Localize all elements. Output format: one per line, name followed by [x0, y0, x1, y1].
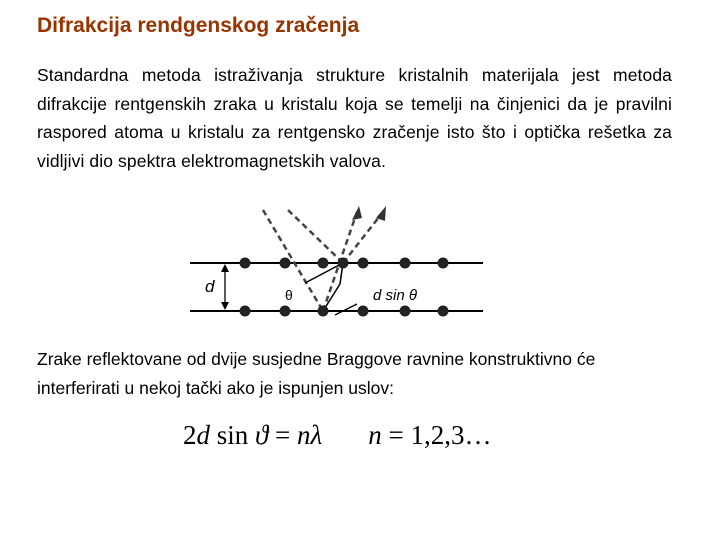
bragg-law-formula: [183, 420, 491, 451]
formula-lambda: λ: [310, 420, 323, 450]
formula-theta: ϑ: [255, 420, 269, 450]
label-d: d: [205, 277, 215, 296]
arrowhead-2: [376, 206, 386, 221]
formula-n: n: [297, 420, 311, 450]
slide-title: Difrakcija rendgenskog zračenja: [37, 14, 360, 37]
formula-n-index: n: [368, 420, 382, 450]
formula-d: d: [196, 420, 210, 450]
label-theta: θ: [285, 287, 293, 303]
formula-n-values: 1,2,3…: [410, 420, 492, 450]
incident-ray-1: [263, 210, 323, 311]
bragg-diffraction-diagram: [185, 200, 495, 330]
incident-ray-2: [288, 210, 343, 263]
formula-equals-2: =: [381, 420, 411, 450]
condition-paragraph: Zrake reflektovane od dvije susjedne Braggove ravnine konstruktivno će interferirati u nekoj tački ako je ispunjen uslov:: [37, 349, 596, 398]
formula-sin: sin: [210, 420, 256, 450]
intro-paragraph: Standardna metoda istraživanja strukture kristalnih materijala jest metoda difrakcije rentgenskih zraka u kristalu koja se temelji na činjenici da je pravilni raspored atoma u kristalu za rentgensko zračenje isto što i optička rešetka za vidljivi dio spektra elektromagnetskih valova.: [37, 65, 672, 171]
reflected-ray-2: [343, 212, 383, 263]
formula-coefficient: 2: [183, 420, 197, 450]
arrowhead-1: [352, 206, 362, 220]
label-d-sin-theta: d sin θ: [373, 287, 417, 304]
formula-equals: =: [268, 420, 297, 450]
